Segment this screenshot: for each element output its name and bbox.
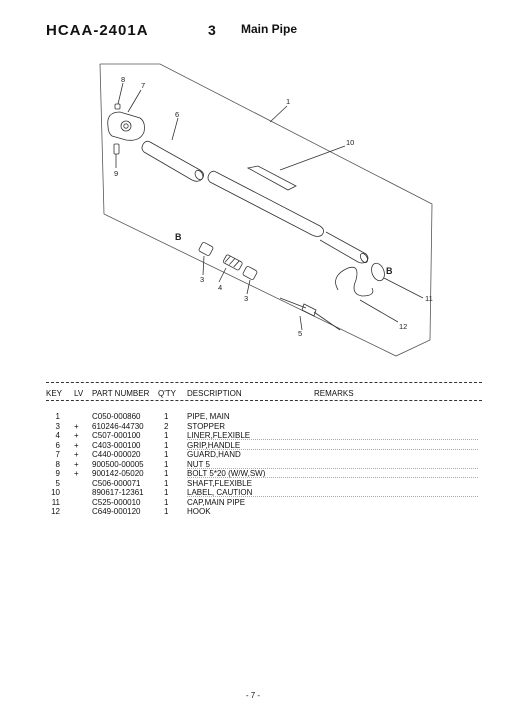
row-qty: 1 bbox=[164, 488, 169, 497]
row-lv: + bbox=[74, 450, 79, 459]
row-lv: + bbox=[74, 440, 79, 450]
bolt-part bbox=[114, 144, 119, 154]
row-part-number: C525-000010 bbox=[92, 497, 141, 507]
row-description: BOLT 5*20 (W/W,SW) bbox=[187, 469, 266, 478]
row-description: NUT 5 bbox=[187, 459, 210, 469]
callout-4: 4 bbox=[218, 283, 223, 292]
callout-11: 11 bbox=[425, 294, 433, 303]
row-qty: 1 bbox=[164, 412, 169, 421]
hand-guard-part bbox=[108, 112, 145, 140]
table-row bbox=[0, 431, 506, 441]
section-mark-b: B bbox=[386, 266, 393, 276]
row-part-number: C403-000100 bbox=[92, 440, 141, 450]
callout-3: 3 bbox=[244, 294, 249, 303]
row-description: GUARD,HAND bbox=[187, 450, 241, 459]
row-part-number: C440-000020 bbox=[92, 450, 141, 459]
row-qty: 1 bbox=[164, 431, 169, 440]
row-part-number: C507-000100 bbox=[92, 431, 141, 440]
row-key: 9 bbox=[55, 469, 60, 478]
row-key: 5 bbox=[55, 478, 60, 488]
row-key: 3 bbox=[55, 421, 60, 431]
row-qty: 1 bbox=[164, 497, 169, 507]
row-key: 4 bbox=[55, 431, 60, 440]
callout-1: 1 bbox=[286, 97, 291, 106]
row-key: 1 bbox=[55, 412, 60, 421]
table-row bbox=[0, 488, 506, 498]
row-part-number: 900500-00005 bbox=[92, 459, 144, 469]
model-number: HCAA-2401A bbox=[46, 22, 149, 39]
nut-part bbox=[115, 104, 120, 109]
column-remarks: REMARKS bbox=[314, 389, 354, 398]
table-row bbox=[0, 507, 506, 517]
table-row bbox=[0, 469, 506, 479]
row-qty: 1 bbox=[164, 478, 169, 488]
callout-10: 10 bbox=[346, 138, 355, 147]
row-qty: 1 bbox=[164, 450, 169, 459]
row-part-number: 900142-05020 bbox=[92, 469, 144, 478]
row-lv: + bbox=[74, 421, 79, 431]
row-description: PIPE, MAIN bbox=[187, 412, 230, 421]
callout-7: 7 bbox=[141, 81, 146, 90]
column-lv: LV bbox=[74, 389, 84, 398]
row-description: CAP,MAIN PIPE bbox=[187, 497, 246, 507]
column-qty: Q'TY bbox=[158, 389, 176, 398]
stopper-part bbox=[242, 266, 257, 280]
callout-3: 3 bbox=[200, 275, 205, 284]
table-row bbox=[0, 450, 506, 460]
table-row bbox=[0, 498, 506, 508]
row-description: GRIP,HANDLE bbox=[187, 440, 241, 450]
row-qty: 1 bbox=[164, 459, 169, 469]
row-lv: + bbox=[74, 469, 79, 478]
row-key: 12 bbox=[51, 507, 60, 516]
row-part-number: C050-000860 bbox=[92, 412, 141, 421]
column-part-number: PART NUMBER bbox=[92, 389, 150, 398]
row-lv: + bbox=[74, 459, 79, 469]
row-key: 6 bbox=[55, 440, 60, 450]
column-key: KEY bbox=[46, 389, 63, 398]
main-pipe-cap-part bbox=[369, 261, 386, 282]
table-top-rule bbox=[46, 382, 482, 383]
section-number: 3 bbox=[208, 22, 216, 38]
row-description: STOPPER bbox=[187, 421, 226, 431]
section-mark-b: B bbox=[175, 232, 182, 242]
row-description: LABEL, CAUTION bbox=[187, 488, 253, 497]
callout-6: 6 bbox=[175, 110, 180, 119]
page-number: - 7 - bbox=[245, 691, 261, 700]
row-qty: 1 bbox=[164, 507, 169, 516]
row-key: 7 bbox=[55, 450, 60, 459]
callout-12: 12 bbox=[399, 322, 408, 331]
diagram-frame bbox=[100, 64, 432, 356]
row-description: LINER,FLEXIBLE bbox=[187, 431, 251, 440]
table-header-rule bbox=[46, 400, 482, 401]
table-row bbox=[0, 479, 506, 489]
callout-8: 8 bbox=[121, 75, 126, 84]
callout-5: 5 bbox=[298, 329, 303, 338]
row-key: 10 bbox=[51, 488, 60, 497]
grip-handle-part bbox=[142, 141, 204, 181]
table-row bbox=[0, 422, 506, 432]
row-key: 11 bbox=[51, 497, 60, 507]
row-part-number: C506-000071 bbox=[92, 478, 141, 488]
stopper-part bbox=[198, 242, 213, 256]
table-row bbox=[0, 441, 506, 451]
row-key: 8 bbox=[55, 459, 60, 469]
section-title: Main Pipe bbox=[241, 22, 298, 36]
caution-label-part bbox=[248, 166, 296, 190]
callout-9: 9 bbox=[114, 169, 119, 178]
row-qty: 1 bbox=[164, 440, 169, 450]
row-part-number: C649-000120 bbox=[92, 507, 141, 516]
table-row bbox=[0, 412, 506, 422]
row-description: HOOK bbox=[187, 507, 211, 516]
column-description: DESCRIPTION bbox=[187, 389, 242, 398]
row-qty: 2 bbox=[164, 421, 169, 431]
main-pipe-part bbox=[208, 171, 324, 236]
hook-part bbox=[336, 267, 373, 296]
row-part-number: 890617-12361 bbox=[92, 488, 144, 497]
row-part-number: 610246-44730 bbox=[92, 421, 144, 431]
table-row bbox=[0, 460, 506, 470]
row-lv: + bbox=[74, 431, 79, 440]
row-qty: 1 bbox=[164, 469, 169, 478]
row-description: SHAFT,FLEXIBLE bbox=[187, 478, 252, 488]
